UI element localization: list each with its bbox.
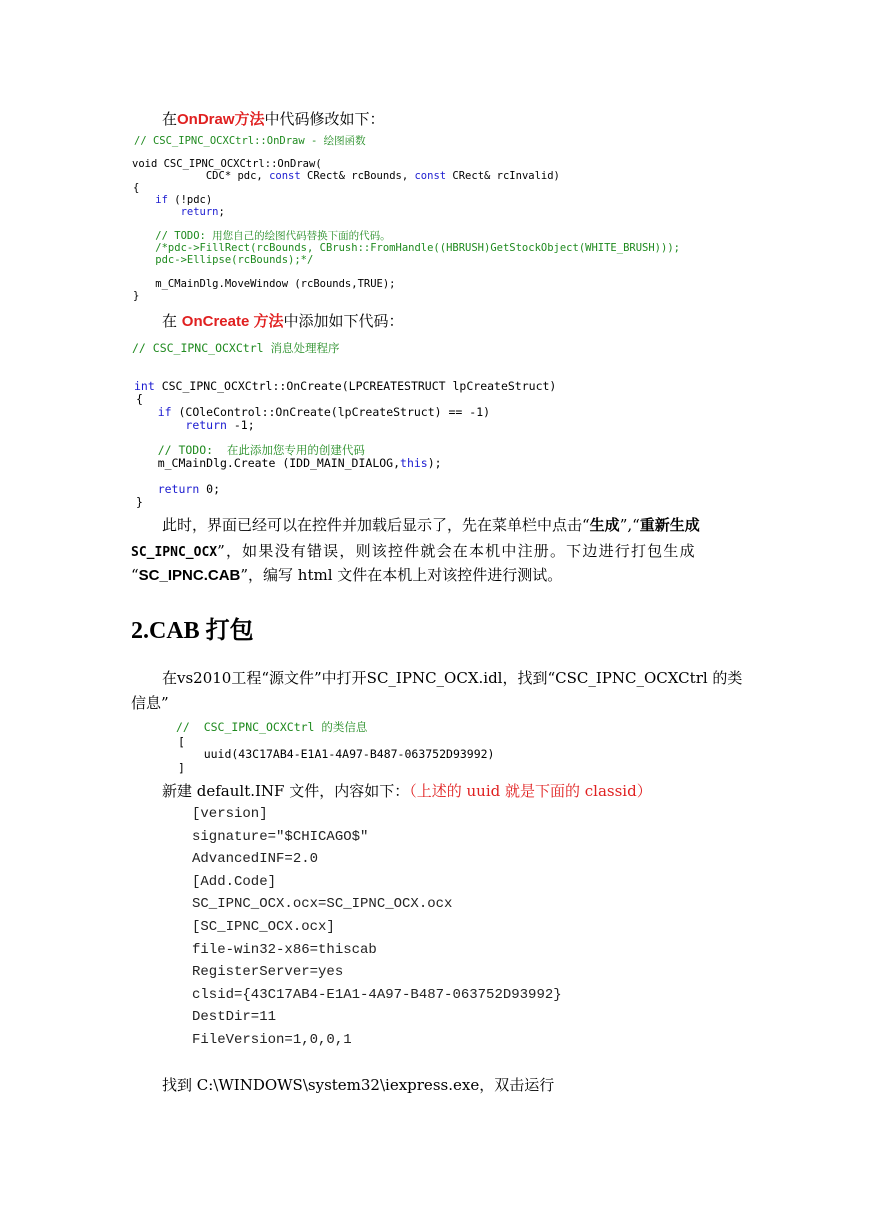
code-line: m_CMainDlg.Create (IDD_MAIN_DIALOG,this); (130, 456, 442, 470)
ondraw-intro (162, 107, 385, 132)
inf-line: AdvancedINF=2.0 (192, 851, 319, 868)
code-line: { (133, 182, 140, 194)
code-line: [ (178, 735, 185, 749)
rebuild-menu-label: 重新生成 (639, 517, 700, 534)
section-heading: 2.CAB 打包 (131, 618, 254, 644)
cab-file-name: SC_IPNC.CAB (138, 567, 241, 584)
code-line: if (!pdc) (155, 194, 213, 206)
inf-line: [Add.Code] (192, 873, 277, 890)
code-line: return -1; (185, 418, 255, 432)
inf-line: FileVersion=1,0,0,1 (192, 1031, 352, 1048)
inf-line: file-win32-x86=thiscab (192, 941, 377, 958)
inf-line: [SC_IPNC_OCX.ocx] (192, 918, 335, 935)
oncreate-intro-suffix: 中添加如下代码： (283, 312, 404, 330)
ondraw-keyword: OnDraw方法 (177, 111, 265, 128)
inf-line: DestDir=11 (192, 1009, 277, 1026)
build-para-line2 (131, 539, 741, 565)
code-line: return; (180, 206, 225, 218)
code-line: void CSC_IPNC_OCXCtrl::OnDraw( (132, 158, 322, 170)
code-line: int CSC_IPNC_OCXCtrl::OnCreate(LPCREATESTRUCT lpCreateStruct) (134, 379, 557, 393)
code-line: if (COleControl::OnCreate(lpCreateStruct) == -1) (157, 405, 491, 419)
code-line: return 0; (157, 482, 221, 496)
text-run: ”，如果没有错误，则该控件就会在本机中注册。下边进行打包生成 (217, 542, 696, 560)
oncreate-keyword: OnCreate 方法 (181, 313, 284, 330)
code-line: // TODO: 在此添加您专用的创建代码 (130, 443, 365, 457)
text-run: ”，编写 html 文件在本机上对该控件进行测试。 (240, 566, 563, 584)
build-para-line1 (162, 513, 742, 538)
inf-para (162, 779, 652, 804)
project-name: SC_IPNC_OCX (131, 545, 218, 560)
inf-line: RegisterServer=yes (192, 964, 344, 981)
inf-line: SC_IPNC_OCX.ocx=SC_IPNC_OCX.ocx (192, 896, 453, 913)
text-run: 新建 default.INF 文件，内容如下： (162, 782, 410, 800)
text-run: “ (131, 566, 139, 584)
oncreate-intro-prefix: 在 (162, 312, 182, 330)
ondraw-intro-suffix: 中代码修改如下： (264, 110, 385, 128)
uuid-note: （上述的 uuid 就是下面的 classid） (409, 782, 652, 800)
ondraw-intro-prefix: 在 (162, 110, 178, 128)
code-line: ] (178, 761, 185, 775)
code-line: CDC* pdc, const CRect& rcBounds, const CRect& rcInvalid) (130, 170, 560, 182)
build-para-line3 (131, 563, 562, 588)
code-line: // CSC_IPNC_OCXCtrl::OnDraw - 绘图函数 (134, 135, 366, 147)
inf-line: signature="$CHICAGO$" (192, 828, 369, 845)
idl-para-line2: 信息” (131, 694, 169, 712)
code-line: /*pdc->FillRect(rcBounds, CBrush::FromHandle((HBRUSH)GetStockObject(WHITE_BRUSH))); (130, 242, 680, 254)
code-line: // CSC_IPNC_OCXCtrl 的类信息 (176, 720, 368, 734)
code-line: m_CMainDlg.MoveWindow (rcBounds,TRUE); (130, 278, 396, 290)
text-run: ”,“ (619, 516, 640, 534)
code-line: // CSC_IPNC_OCXCtrl 消息处理程序 (132, 341, 340, 355)
idl-para-line1: 在vs2010工程“源文件”中打开SC_IPNC_OCX.idl，找到“CSC_IPNC_OCXCtrl 的类 (162, 669, 743, 687)
code-line: { (136, 392, 143, 406)
build-menu-label: 生成 (589, 517, 620, 534)
code-line: uuid(43C17AB4-E1A1-4A97-B487-063752D93992) (176, 747, 495, 761)
iexpress-para: 找到 C:\WINDOWS\system32\iexpress.exe，双击运行 (162, 1076, 555, 1094)
inf-line: [version] (192, 806, 268, 822)
code-line: } (133, 290, 140, 302)
code-line: pdc->Ellipse(rcBounds);*/ (130, 254, 314, 266)
code-line: } (136, 495, 143, 509)
inf-line: clsid={43C17AB4-E1A1-4A97-B487-063752D93992} (192, 986, 562, 1003)
code-line: // TODO: 用您自己的绘图代码替换下面的代码。 (130, 230, 391, 242)
inf-file-content (192, 803, 562, 1052)
oncreate-intro (162, 309, 404, 334)
text-run: 此时，界面已经可以在控件并加载后显示了，先在菜单栏中点击“ (162, 516, 590, 534)
